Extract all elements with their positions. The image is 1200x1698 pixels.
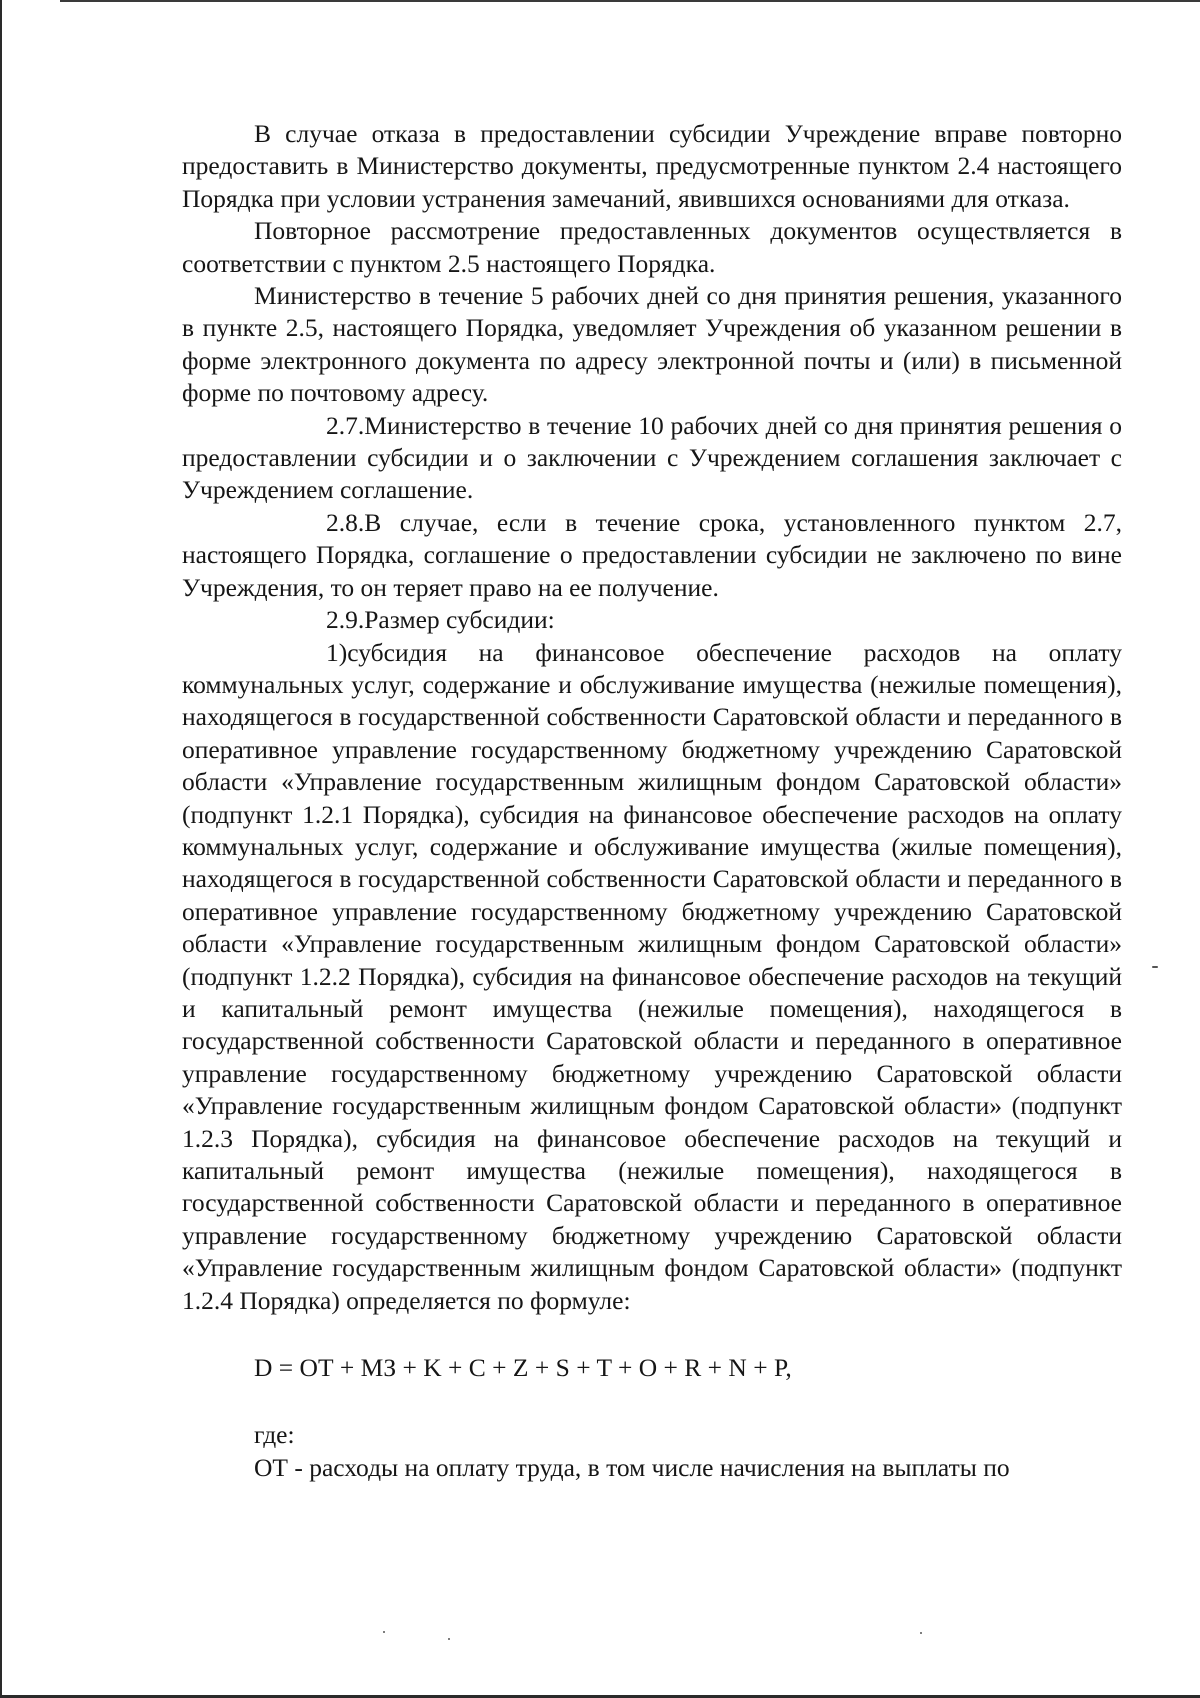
subsidy-formula: D = ОТ + МЗ + K + C + Z + S + T + O + R + N + P, [254, 1353, 792, 1383]
clause-number: 2.8. [326, 507, 365, 537]
scan-speck [920, 1632, 922, 1634]
scan-edge-left [0, 0, 2, 1698]
clause-number: 2.9. [326, 605, 365, 635]
clause-2-9 [182, 604, 1122, 636]
document-body [182, 118, 1122, 1484]
scan-speck [1152, 966, 1158, 968]
clause-text: Министерство в течение 10 рабочих дней со дня принятия решения о предоставлении субсидии и о заключении с Учреждением соглашения заключает с Учреждением соглашение. [182, 410, 1122, 505]
clause-text: субсидия на финансовое обеспечение расходов на оплату коммунальных услуг, содержание и обслуживание имущества (нежилые помещения), находящегося в государственной собственности Саратовской области и переданного в оперативное управление государственному бюджетному учреждению Саратовской области «Управление государственным жилищным фондом Саратовской области» (подпункт 1.2.1 Порядка), субсидия на финансовое обеспечение расходов на оплату коммунальных услуг, содержание и обслуживание имущества (жилые помещения), находящегося в государственной собственности Саратовской области и переданного в оперативное управление государственному бюджетному учреждению Саратовской области «Управление государственным жилищным фондом Саратовской области» (подпункт 1.2.2 Порядка), субсидия на финансовое обеспечение расходов на текущий и капитальный ремонт имущества (нежилые помещения), находящегося в государственной собственности Саратовской области и переданного в оперативное управление государственному бюджетному учреждению Саратовской области «Управление государственным жилищным фондом Саратовской области» (подпункт 1.2.3 Порядка), субсидия на финансовое обеспечение расходов на текущий и капитальный ремонт имущества (нежилые помещения), находящегося в государственной собственности Саратовской области и переданного в оперативное управление государственному бюджетному учреждению Саратовской области «Управление государственным жилищным фондом Саратовской области» (подпункт 1.2.4 Порядка) определяется по формуле: [182, 637, 1122, 1315]
definition-ot: ОТ - расходы на оплату труда, в том числе начисления на выплаты по [254, 1452, 1010, 1482]
scan-speck [448, 1638, 450, 1640]
clause-2-7 [182, 410, 1122, 507]
clause-text: Размер субсидии: [364, 605, 555, 635]
paragraph-reconsideration: Повторное рассмотрение предоставленных документов осуществляется в соответствии с пунктом 2.5 настоящего Порядка. [182, 216, 1122, 278]
scan-edge-top [60, 0, 1200, 2]
scan-speck [383, 1631, 385, 1633]
clause-2-8 [182, 507, 1122, 604]
paragraph-notification: Министерство в течение 5 рабочих дней со дня принятия решения, указанного в пункте 2.5, настоящего Порядка, уведомляет Учреждения об указанном решении в форме электронного документа по адресу электронной почты и (или) в письменной форме по почтовому адресу. [182, 281, 1122, 408]
clause-text: В случае, если в течение срока, установленного пунктом 2.7, настоящего Порядка, соглашение о предоставлении субсидии не заключено по вине Учреждения, то он теряет право на ее получение. [182, 507, 1122, 602]
clause-number: 2.7. [326, 410, 365, 440]
clause-number: 1) [326, 637, 348, 667]
where-label: где: [254, 1420, 295, 1450]
subclause-1 [182, 637, 1122, 1318]
paragraph-refusal: В случае отказа в предоставлении субсидии Учреждение вправе повторно предоставить в Министерство документы, предусмотренные пунктом 2.4 настоящего Порядка при условии устранения замечаний, явившихся основаниями для отказа. [182, 119, 1122, 213]
